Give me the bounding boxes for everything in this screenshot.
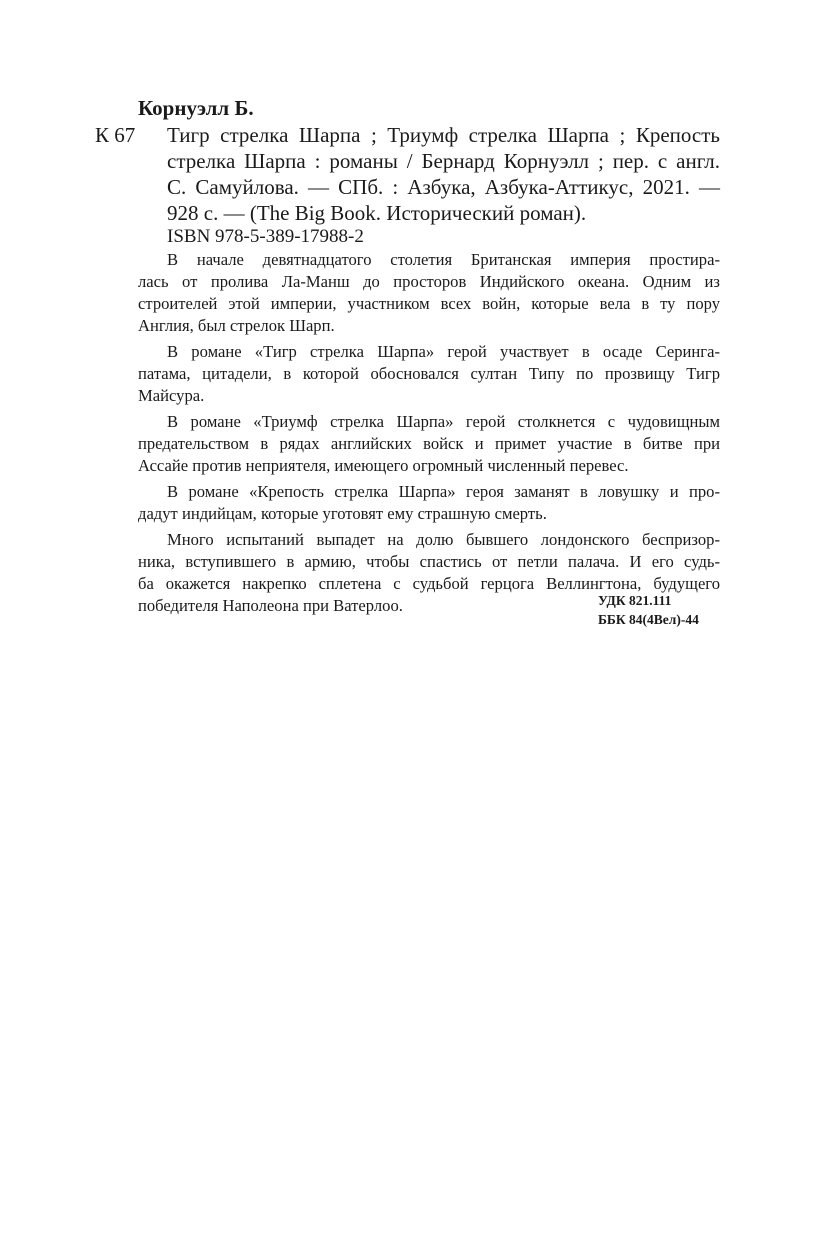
isbn: ISBN 978-5-389-17988-2 <box>167 226 364 247</box>
annotation-paragraph <box>138 411 720 477</box>
annotation-line: патама, цитадели, в которой обосновался султан Типу по прозвищу Тигр <box>138 364 720 383</box>
annotation-line: В романе «Триумф стрелка Шарпа» герой столкнется с чудовищным <box>167 412 720 431</box>
annotation-line: предательством в рядах английских войск и примет участие в битве при <box>138 434 720 453</box>
annotation-line: В романе «Тигр стрелка Шарпа» герой участвует в осаде Серинга- <box>167 342 720 361</box>
annotation-line: Много испытаний выпадет на долю бывшего лондонского беспризор- <box>167 530 720 549</box>
annotation-line: дадут индийцам, которые уготовят ему страшную смерть. <box>138 504 547 523</box>
description-line: С. Самуйлова. — СПб. : Азбука, Азбука-Аттикус, 2021. — <box>167 175 720 199</box>
annotation <box>138 249 720 621</box>
annotation-line: ба окажется накрепко сплетена с судьбой герцога Веллингтона, будущего <box>138 574 720 593</box>
annotation-line: Ассайе против неприятеля, имеющего огромный численный перевес. <box>138 456 629 475</box>
annotation-paragraph <box>138 481 720 525</box>
annotation-line: Майсура. <box>138 386 205 405</box>
annotation-paragraph <box>138 341 720 407</box>
description-line: стрелка Шарпа : романы / Бернард Корнуэлл ; пер. с англ. <box>167 149 720 173</box>
annotation-line: В романе «Крепость стрелка Шарпа» героя заманят в ловушку и про- <box>167 482 720 501</box>
annotation-line: строителей этой империи, участником всех войн, которые вела в ту пору <box>138 294 720 313</box>
annotation-line: Англия, был стрелок Шарп. <box>138 316 335 335</box>
call-number: К 67 <box>95 123 136 147</box>
author-heading: Корнуэлл Б. <box>138 96 254 120</box>
bbk-code: ББК 84(4Вел)-44 <box>598 612 699 627</box>
description-line: 928 с. — (The Big Book. Исторический роман). <box>167 201 587 225</box>
annotation-line: ника, вступившего в армию, чтобы спастись от петли палача. И его судь- <box>138 552 720 571</box>
annotation-paragraph <box>138 249 720 337</box>
annotation-line: лась от пролива Ла-Манш до просторов Индийского океана. Одним из <box>138 272 720 291</box>
udk-code: УДК 821.111 <box>598 593 672 608</box>
classification-codes <box>598 591 699 629</box>
annotation-line: победителя Наполеона при Ватерлоо. <box>138 596 403 615</box>
description-line: Тигр стрелка Шарпа ; Триумф стрелка Шарпа ; Крепость <box>167 123 720 147</box>
annotation-line: В начале девятнадцатого столетия Британская империя простира- <box>167 250 720 269</box>
bibliographic-description <box>167 122 720 226</box>
